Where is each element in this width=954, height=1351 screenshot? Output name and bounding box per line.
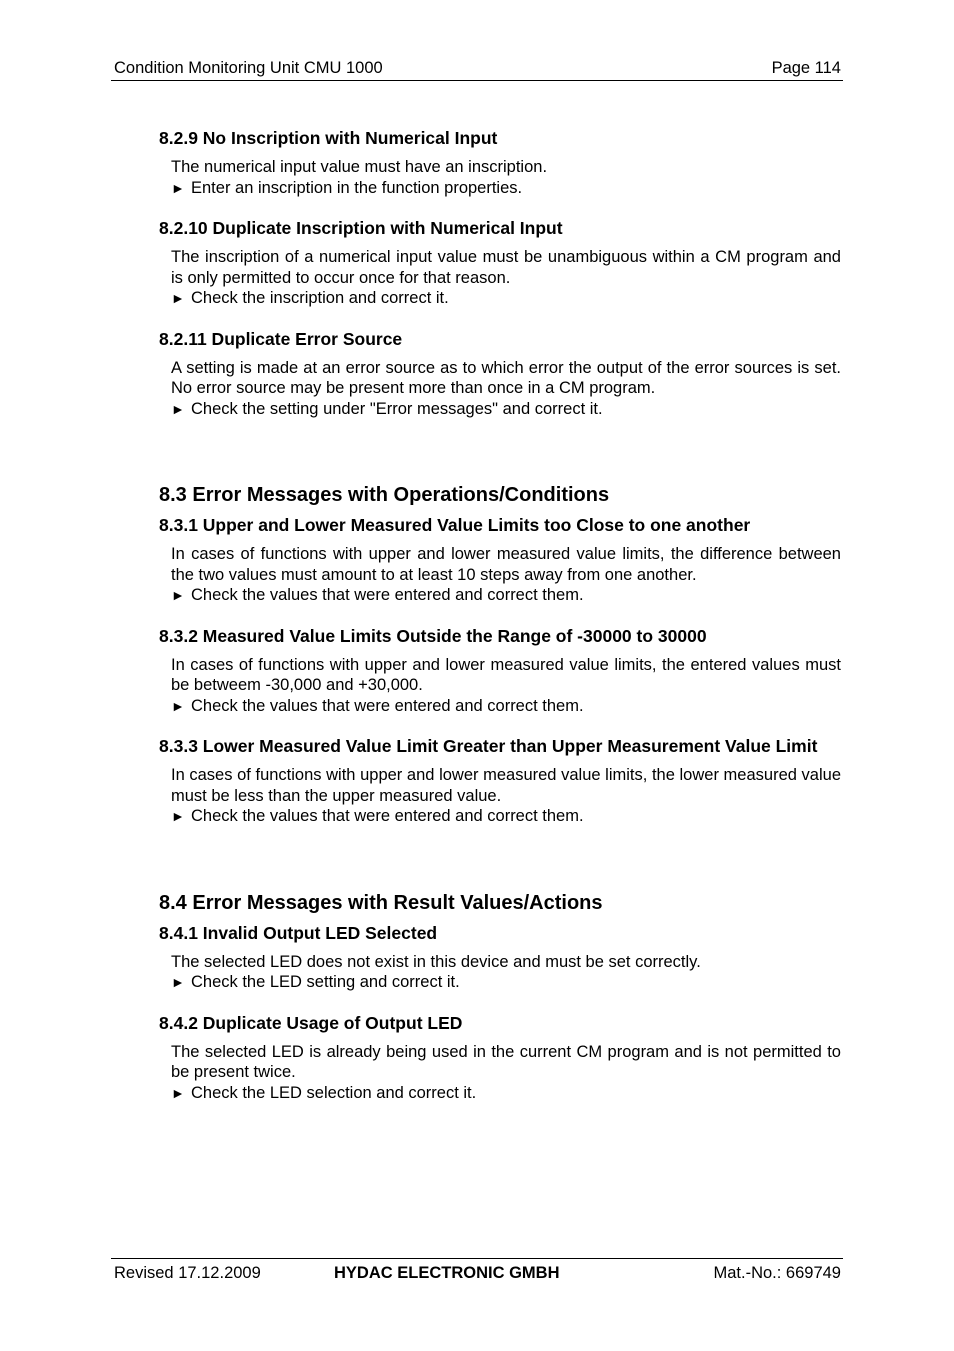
section-text-8-3-3: In cases of functions with upper and lower measured value limits, the lower measured value must be less than the upper measured value. — [171, 766, 841, 805]
document-body — [159, 127, 841, 1103]
page-footer — [111, 1258, 843, 1285]
arrow-icon: ► — [171, 697, 185, 714]
action-8-4-2: ► Check the LED selection and correct it. — [171, 1083, 477, 1102]
arrow-icon: ► — [171, 290, 185, 306]
section-heading-8-2-11: 8.2.11 Duplicate Error Source — [159, 328, 403, 349]
arrow-icon: ► — [171, 808, 185, 824]
action-8-2-9: ► Enter an inscription in the function properties. — [171, 178, 523, 197]
section-heading-8-3-2: 8.3.2 Measured Value Limits Outside the Range of -30000 to 30000 — [159, 625, 707, 646]
arrow-icon: ► — [171, 587, 185, 603]
section-heading-8-3: 8.3 Error Messages with Operations/Conditions — [159, 484, 610, 506]
arrow-icon: ► — [171, 400, 185, 417]
arrow-icon: ► — [171, 1084, 185, 1101]
section-text-8-4-1: The selected LED does not exist in this device and must be set correctly. — [171, 952, 701, 971]
action-8-2-10: ► Check the inscription and correct it. — [171, 289, 449, 307]
company-name: HYDAC ELECTRONIC GMBH — [334, 1264, 560, 1282]
section-text-8-3-2: In cases of functions with upper and lower measured value limits, the entered values must be betweem -30,000 and +30,000. — [171, 655, 841, 694]
section-heading-8-4-2: 8.4.2 Duplicate Usage of Output LED — [159, 1012, 463, 1033]
section-heading-8-2-9: 8.2.9 No Inscription with Numerical Input — [159, 128, 498, 148]
page-header — [111, 58, 843, 81]
action-8-3-2: ► Check the values that were entered and correct them. — [171, 696, 584, 715]
section-heading-8-2-10: 8.2.10 Duplicate Inscription with Numerical Input — [159, 218, 563, 238]
arrow-icon: ► — [171, 974, 185, 990]
section-heading-8-4: 8.4 Error Messages with Result Values/Actions — [159, 891, 603, 914]
section-text-8-2-11: A setting is made at an error source as to which error the output of the error sources is set. No error source may be present more than once in a CM program. — [171, 358, 841, 397]
material-number: Mat.-No.: 669749 — [713, 1264, 841, 1282]
section-heading-8-3-3: 8.3.3 Lower Measured Value Limit Greater than Upper Measurement Value Limit — [159, 736, 818, 756]
action-8-3-3: ► Check the values that were entered and correct them. — [171, 807, 584, 825]
section-text-8-2-9: The numerical input value must have an inscription. — [171, 158, 548, 176]
revision-date: Revised 17.12.2009 — [114, 1264, 261, 1282]
document-title: Condition Monitoring Unit CMU 1000 — [114, 59, 383, 77]
section-heading-8-3-1: 8.3.1 Upper and Lower Measured Value Limits too Close to one another — [159, 515, 751, 535]
action-8-2-11: ► Check the setting under "Error messages" and correct it. — [171, 399, 603, 418]
section-text-8-2-10: The inscription of a numerical input value must be unambiguous within a CM program and is only permitted to occur once for that reason. — [171, 248, 841, 287]
section-text-8-3-1: In cases of functions with upper and lower measured value limits, the difference between the two values must amount to at least 10 steps away from one another. — [171, 545, 841, 584]
section-text-8-4-2: The selected LED is already being used in the current CM program and is not permitted to be present twice. — [171, 1042, 841, 1081]
section-heading-8-4-1: 8.4.1 Invalid Output LED Selected — [159, 922, 438, 943]
action-8-3-1: ► Check the values that were entered and correct them. — [171, 586, 584, 604]
action-8-4-1: ► Check the LED setting and correct it. — [171, 973, 460, 991]
arrow-icon: ► — [171, 179, 185, 196]
page-number: Page 114 — [771, 59, 841, 77]
